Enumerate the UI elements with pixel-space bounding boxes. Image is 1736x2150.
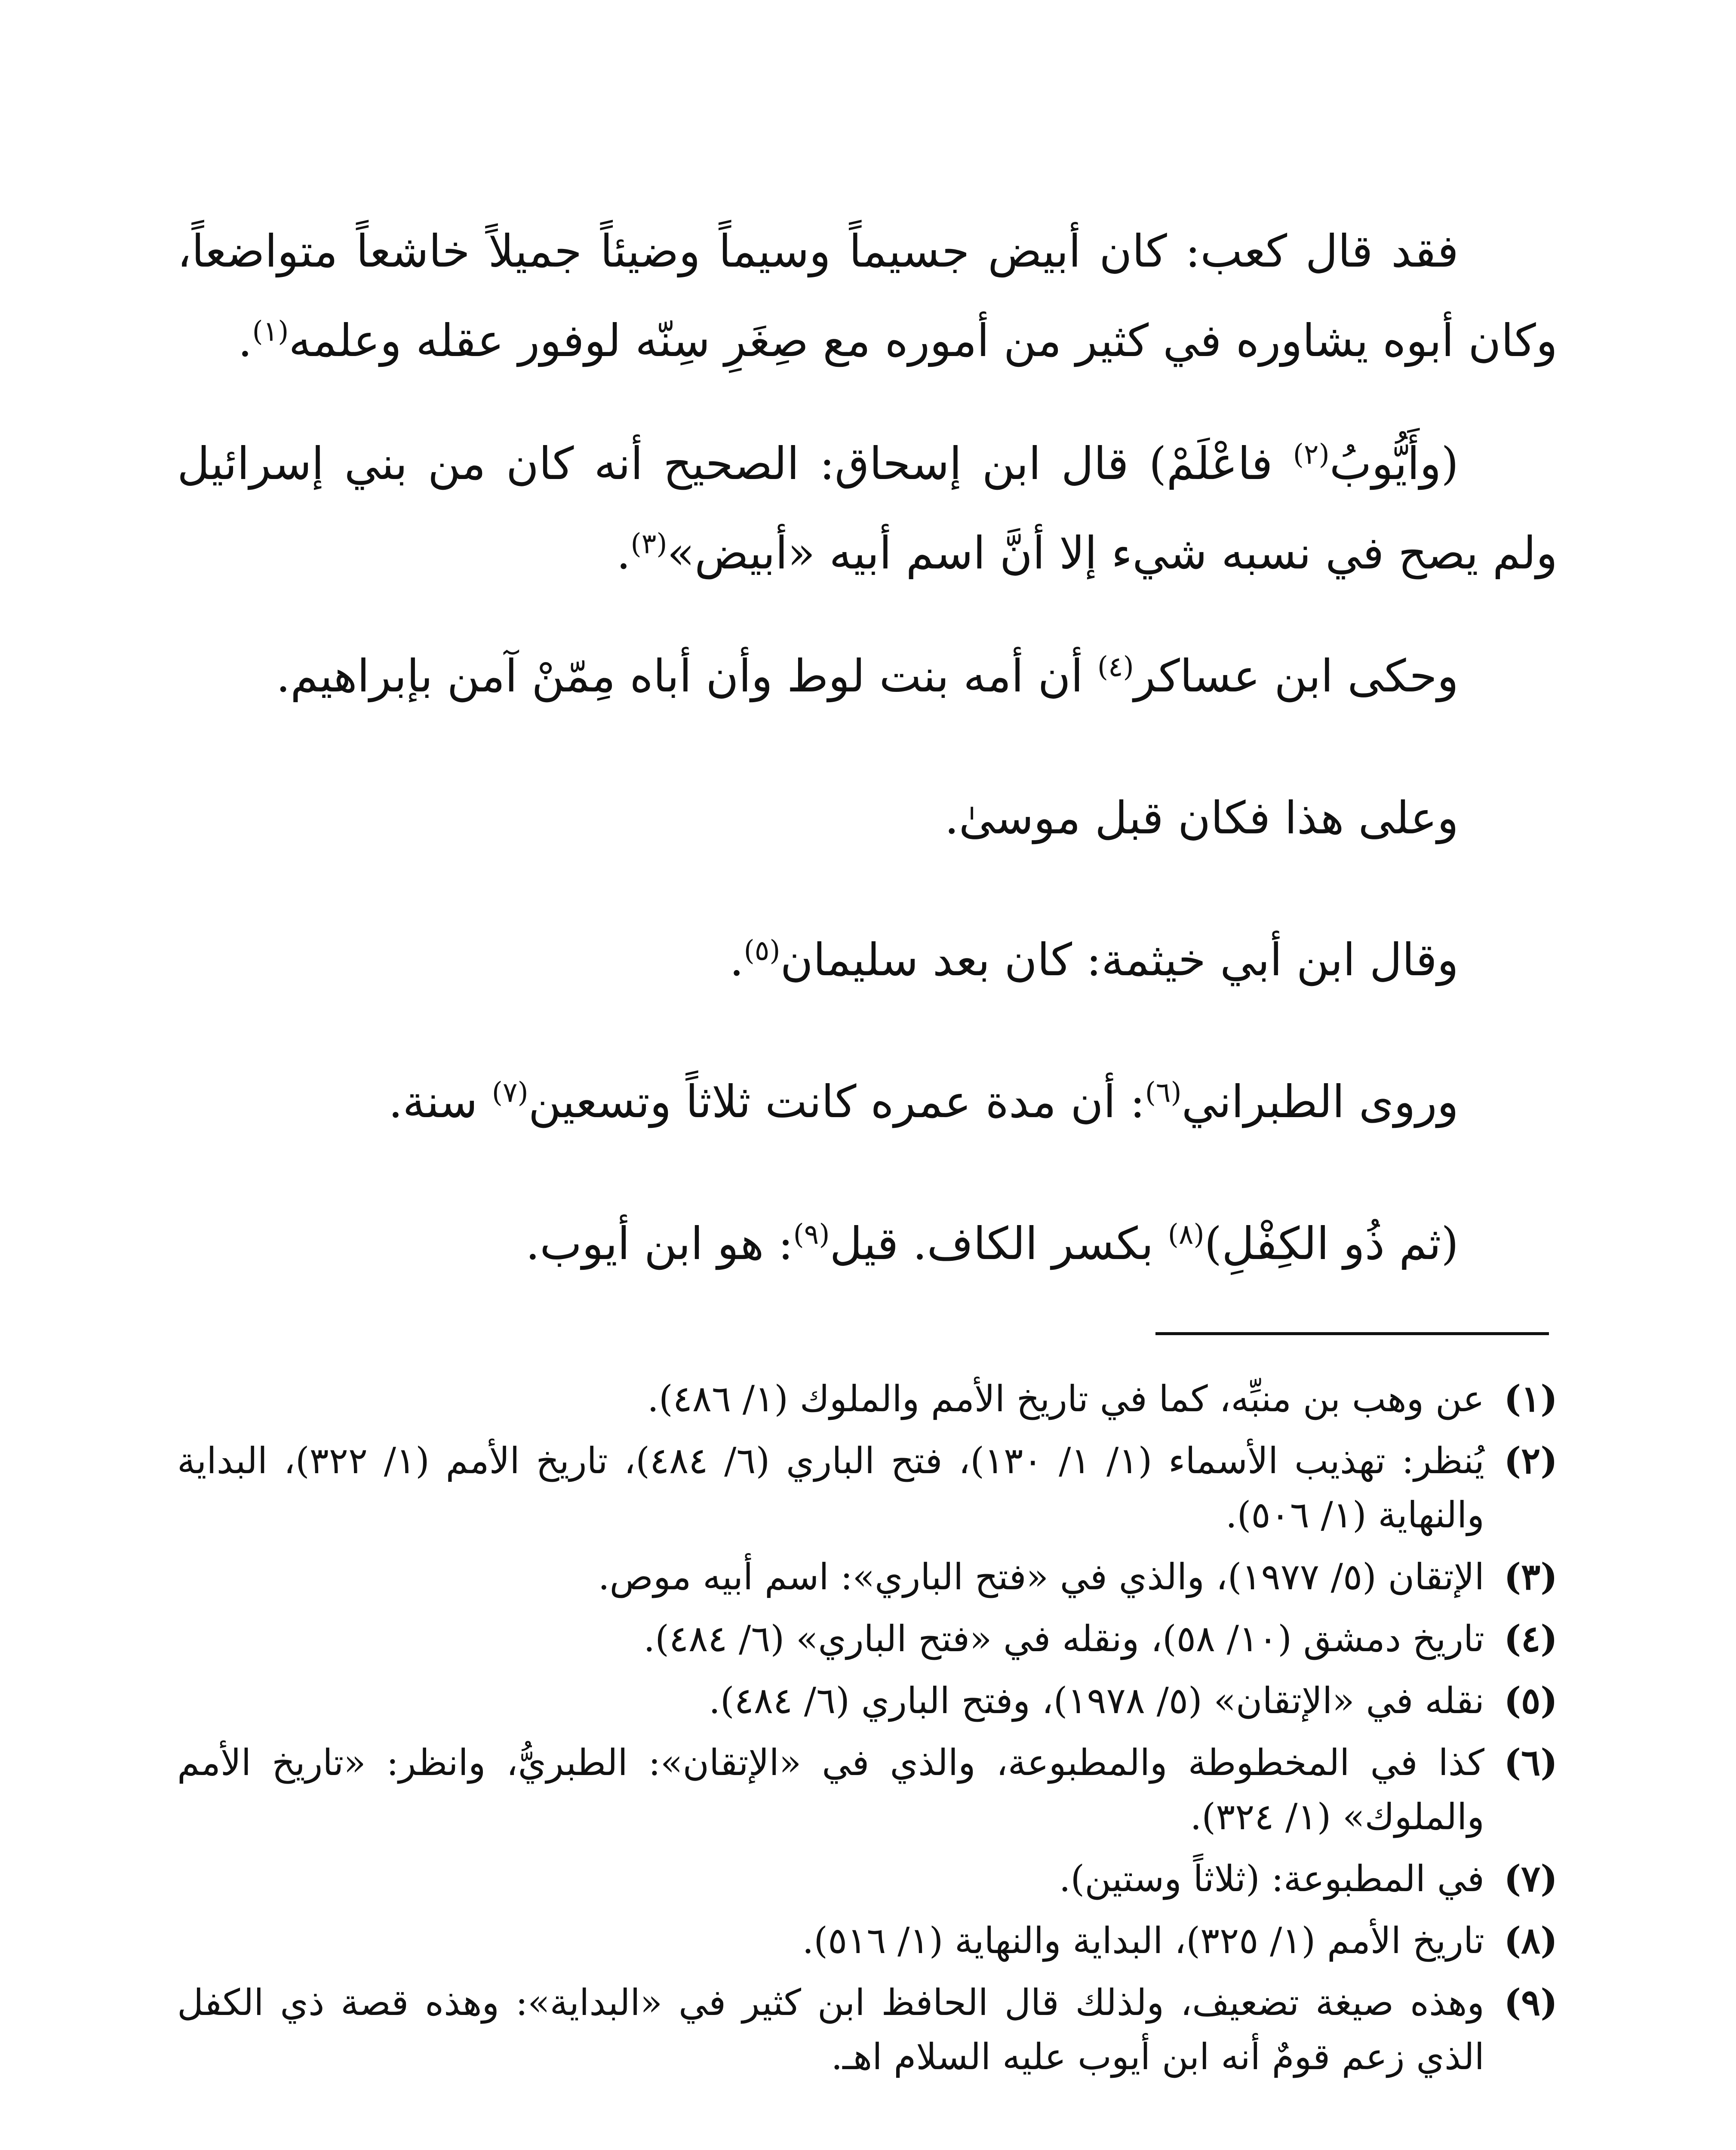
- paragraph-ayyub: [177, 419, 1558, 598]
- paragraph-text: وقال ابن أبي خيثمة: كان بعد سليمان: [780, 934, 1459, 986]
- footnote-2: [177, 1434, 1558, 1542]
- footnote-ref-1[interactable]: (١): [252, 315, 289, 348]
- footnote-text: تاريخ دمشق (١٠/ ٥٨)، ونقله في «فتح الباري» (٦/ ٤٨٤).: [643, 1618, 1484, 1660]
- footnote-ref-3[interactable]: (٣): [630, 528, 667, 560]
- footnote-text: في المطبوعة: (ثلاثاً وستين).: [1059, 1858, 1484, 1900]
- paragraph-kaab: [177, 206, 1558, 385]
- paragraph-text: وروى الطبراني: [1181, 1075, 1459, 1128]
- footnote-number: (٩): [1504, 1981, 1558, 2024]
- footnote-number: (٥): [1504, 1679, 1558, 1722]
- main-text: [177, 206, 1558, 1341]
- paragraph-text: فاعْلَمْ) قال ابن إسحاق: الصحيح أنه كان من بني إسرائيل ولم يصح في نسبه شيء إلا أنَّ اسم أبيه «أبيض»: [177, 437, 1558, 579]
- footnote-8: [177, 1914, 1558, 1968]
- footnote-7: [177, 1852, 1558, 1906]
- footnote-text: تاريخ الأمم (١/ ٣٢٥)، البداية والنهاية (١/ ٥١٦).: [802, 1920, 1484, 1962]
- footnote-number: (١): [1504, 1377, 1558, 1420]
- footnote-ref-2[interactable]: (٢): [1293, 438, 1330, 471]
- footnote-number: (٢): [1504, 1439, 1558, 1482]
- footnote-9: [177, 1975, 1558, 2084]
- footnote-number: (٣): [1504, 1555, 1558, 1598]
- footnotes: [177, 1372, 1558, 2092]
- footnote-ref-8[interactable]: (٨): [1168, 1218, 1204, 1251]
- footnote-1: [177, 1372, 1558, 1426]
- footnote-5: [177, 1674, 1558, 1728]
- footnote-ref-7[interactable]: (٧): [492, 1076, 528, 1109]
- footnote-ref-5[interactable]: (٥): [744, 934, 780, 967]
- paragraph-dhul-kifl: [177, 1199, 1558, 1288]
- footnote-number: (٦): [1504, 1741, 1558, 1784]
- footnote-text: كذا في المخطوطة والمطبوعة، والذي في «الإتقان»: الطبريُّ، وانظر: «تاريخ الأمم والملوك» (١/ ٣٢٤).: [177, 1742, 1484, 1838]
- footnote-text: نقله في «الإتقان» (٥/ ١٩٧٨)، وفتح الباري (٦/ ٤٨٤).: [709, 1680, 1484, 1722]
- paragraph-text: : أن مدة عمره كانت ثلاثاً وتسعين: [528, 1075, 1145, 1128]
- paragraph-text: : هو ابن أيوب.: [525, 1217, 793, 1270]
- paragraph-text: .: [238, 314, 252, 367]
- paragraph-text: وحكى ابن عساكر: [1134, 650, 1459, 702]
- paragraph-text: فقد قال كعب: كان أبيض جسيماً وسيماً وضيئاً جميلاً خاشعاً متواضعاً، وكان أبوه يشاوره في كثير من أموره مع صِغَرِ سِنّه لوفور عقله وعلمه: [177, 225, 1558, 367]
- paragraph-text: (ثم ذُو الكِفْلِ): [1204, 1217, 1459, 1270]
- footnote-ref-4[interactable]: (٤): [1097, 651, 1134, 683]
- paragraph-text: .: [729, 934, 744, 986]
- footnote-number: (٧): [1504, 1857, 1558, 1900]
- footnote-3: [177, 1550, 1558, 1604]
- footnote-ref-6[interactable]: (٦): [1145, 1076, 1182, 1109]
- footnote-text: عن وهب بن منبِّه، كما في تاريخ الأمم والملوك (١/ ٤٨٦).: [647, 1378, 1484, 1420]
- paragraph-ibn-abi-khaythama: [177, 915, 1558, 1004]
- paragraph-ibn-asakir: [177, 631, 1558, 721]
- footnote-6: [177, 1735, 1558, 1844]
- footnote-number: (٨): [1504, 1919, 1558, 1962]
- paragraph-text: (وأَيُّوبُ: [1329, 437, 1459, 490]
- paragraph-text: بكسر الكاف. قيل: [830, 1217, 1168, 1270]
- paragraph-tabarani: [177, 1057, 1558, 1146]
- paragraph-text: .: [616, 527, 631, 579]
- footnote-number: (٤): [1504, 1617, 1558, 1660]
- footnote-separator: [1155, 1332, 1549, 1335]
- footnote-ref-9[interactable]: (٩): [793, 1218, 830, 1251]
- paragraph-text: سنة.: [388, 1075, 492, 1128]
- footnote-text: يُنظر: تهذيب الأسماء (١/ ١/ ١٣٠)، فتح الباري (٦/ ٤٨٤)، تاريخ الأمم (١/ ٣٢٢)، البداية والنهاية (١/ ٥٠٦).: [177, 1440, 1484, 1536]
- paragraph-text: أن أمه بنت لوط وأن أباه مِمّنْ آمن بإبراهيم.: [276, 650, 1097, 702]
- paragraph-text: وعلى هذا فكان قبل موسىٰ.: [944, 792, 1459, 844]
- footnote-4: [177, 1612, 1558, 1666]
- footnote-text: وهذه صيغة تضعيف، ولذلك قال الحافظ ابن كثير في «البداية»: وهذه قصة ذي الكفل الذي زعم قومٌ أنه ابن أيوب عليه السلام اهـ.: [177, 1981, 1484, 2078]
- paragraph-before-musa: [177, 773, 1558, 863]
- footnote-text: الإتقان (٥/ ١٩٧٧)، والذي في «فتح الباري»: اسم أبيه موص.: [598, 1556, 1484, 1598]
